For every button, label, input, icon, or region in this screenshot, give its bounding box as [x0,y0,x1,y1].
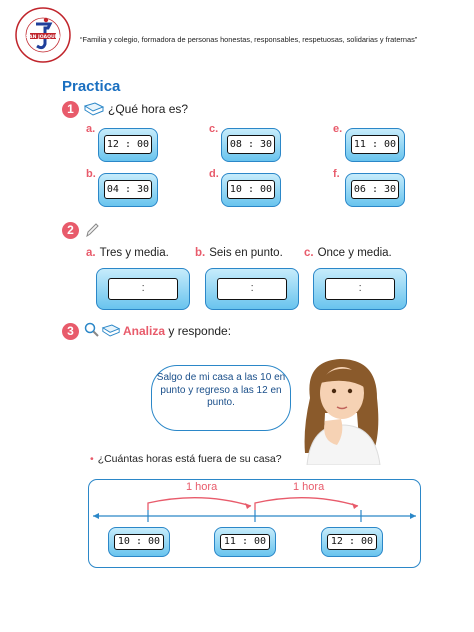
svg-text:SAN JOAQUÍN: SAN JOAQUÍN [25,35,61,40]
arrow-right-icon [410,513,416,519]
digital-clock [221,173,281,207]
timeline-clock [321,527,383,557]
timeline-clock [214,527,276,557]
clock-letter: a. [86,123,96,135]
school-motto: “Familia y colegio, formadora de personas honestas, responsables, respetuosas, solidarias y fraternas” [80,35,418,44]
item-text: Tres y media. [99,247,169,259]
book-icon [101,323,121,338]
exercise2-item-a [86,247,169,259]
bullet-icon: • [90,453,94,465]
instruction-rest: y responde: [168,324,232,338]
exercise2-item-c [304,247,392,259]
exercise3-question [90,453,282,465]
arrow-left-icon [93,513,99,519]
arrow-icon [352,503,358,509]
book-icon [83,101,105,117]
clock-time: 12 : 00 [104,135,153,154]
arrow-icon [245,503,251,509]
exercise1-question: ¿Qué hora es? [108,102,189,116]
clock-letter: e. [333,123,343,135]
hour-label: 1 hora [186,481,218,493]
clock-letter: c. [209,123,219,135]
empty-clock-c [313,268,407,310]
item-letter: c. [304,247,314,259]
digital-clock [221,128,281,162]
item-letter: b. [195,247,206,259]
magnifier-icon [84,322,100,338]
exercise-number-2: 2 [62,222,79,239]
speech-bubble: Salgo de mi casa a las 10 en punto y regreso a las 12 en punto. [151,365,291,431]
hour-arc [255,498,358,510]
empty-clock-a [96,268,190,310]
thinking-girl-illustration [285,353,400,465]
clock-time: 10 : 00 [227,180,276,199]
clock-letter: b. [86,168,96,180]
digital-clock [345,128,405,162]
clock-time: 08 : 30 [227,135,276,154]
exercise2-item-b [195,247,283,259]
exercise-number-3: 3 [62,323,79,340]
clock-time: 06 : 30 [351,180,400,199]
page-title: Practica [62,78,121,95]
clock-time: 11 : 00 [351,135,400,154]
exercise-number-1: 1 [62,101,79,118]
clock-time: 12 : 00 [327,534,377,550]
digital-clock [345,173,405,207]
clock-letter: d. [209,168,219,180]
clock-letter: f. [333,168,340,180]
instruction-keyword: Analiza [123,324,166,338]
empty-clock-screen[interactable] [108,278,178,300]
item-letter: a. [86,247,96,259]
digital-clock [98,128,158,162]
empty-clock-screen[interactable] [325,278,395,300]
item-text: Once y media. [317,247,392,259]
pencil-icon [84,221,100,239]
question-text: ¿Cuántas horas está fuera de su casa? [97,453,282,465]
item-text: Seis en punto. [209,247,283,259]
clock-time: 04 : 30 [104,180,153,199]
clock-time: 10 : 00 [114,534,164,550]
exercise3-instruction [123,324,231,338]
timeline-clock [108,527,170,557]
hour-label: 1 hora [293,481,325,493]
empty-clock-screen[interactable] [217,278,287,300]
clock-time: 11 : 00 [220,534,270,550]
digital-clock [98,173,158,207]
school-logo [14,6,72,64]
hour-arc [148,498,251,510]
empty-clock-b [205,268,299,310]
